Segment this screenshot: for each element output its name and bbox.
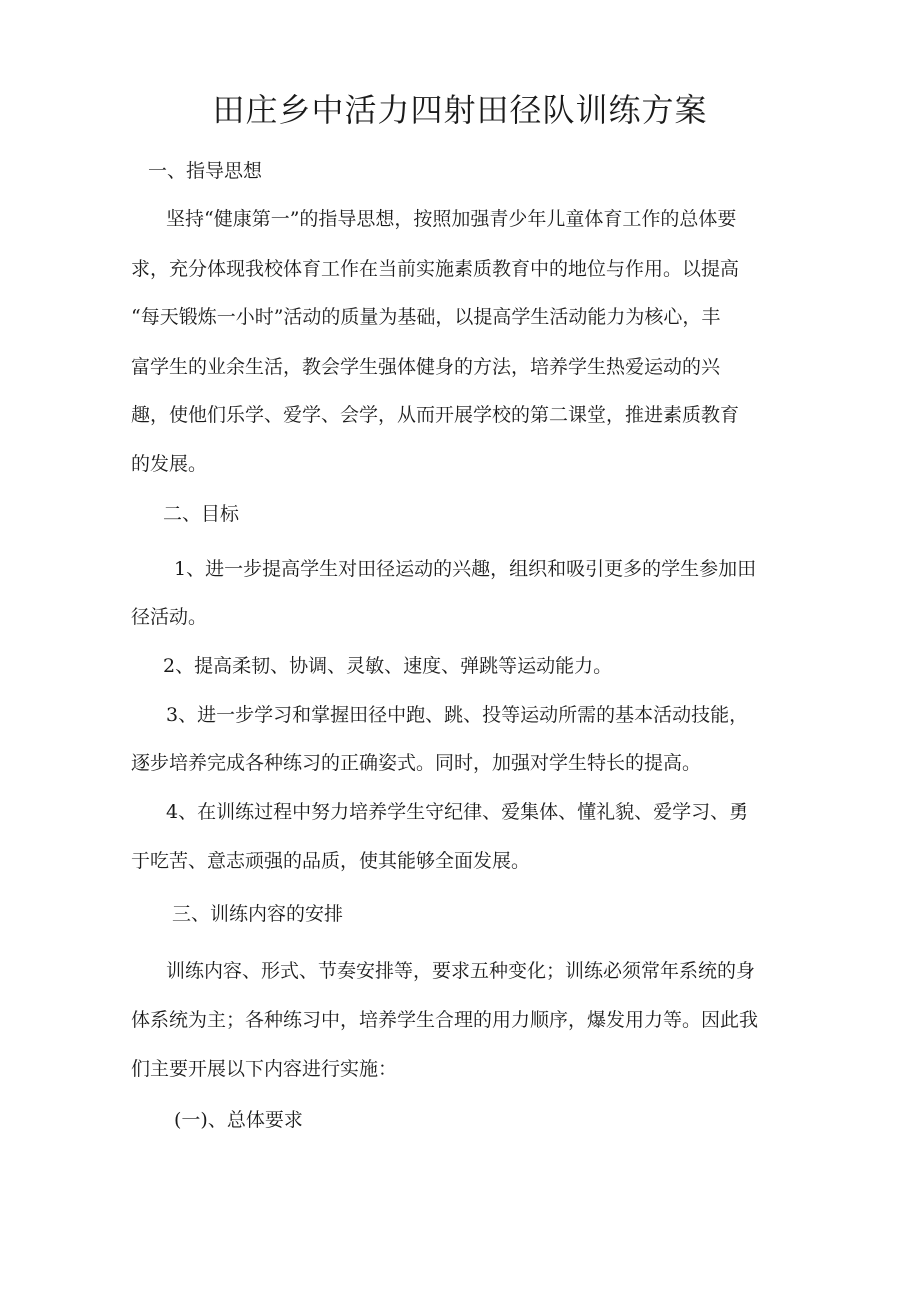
- paragraph-line: “每天锻炼一小时”活动的质量为基础，以提高学生活动能力为核心，丰: [131, 306, 721, 328]
- goal-item-4: 4、在训练过程中努力培养学生守纪律、爱集体、懂礼貌、爱学习、勇: [166, 801, 749, 823]
- paragraph-line: 富学生的业余生活，教会学生强体健身的方法，培养学生热爱运动的兴: [131, 356, 721, 378]
- paragraph-line: 趣，使他们乐学、爱学、会学，从而开展学校的第二课堂，推进素质教育: [131, 404, 740, 426]
- document-title: 田庄乡中活力四射田径队训练方案: [212, 91, 708, 129]
- goal-item-3-continued: 逐步培养完成各种练习的正确姿式。同时，加强对学生特长的提高。: [131, 752, 702, 774]
- section-heading-training-content: 三、训练内容的安排: [172, 903, 344, 925]
- paragraph-line: 体系统为主；各种练习中，培养学生合理的用力顺序，爆发用力等。因此我: [131, 1009, 759, 1031]
- paragraph-line: 们主要开展以下内容进行实施：: [131, 1058, 398, 1080]
- goal-item-3: 3、进一步学习和掌握田径中跑、跳、投等运动所需的基本活动技能，: [166, 704, 749, 726]
- goal-item-4-continued: 于吃苦、意志顽强的品质，使其能够全面发展。: [131, 850, 531, 872]
- paragraph-line: 的发展。: [131, 453, 208, 475]
- goal-item-1: 1、进一步提高学生对田径运动的兴趣，组织和吸引更多的学生参加田: [174, 558, 757, 580]
- paragraph-line: 求，充分体现我校体育工作在当前实施素质教育中的地位与作用。以提高: [131, 258, 740, 280]
- section-heading-goals: 二、目标: [163, 503, 240, 525]
- goal-item-2: 2、提高柔韧、协调、灵敏、速度、弹跳等运动能力。: [163, 655, 613, 677]
- paragraph-line: 训练内容、形式、节奏安排等，要求五种变化；训练必须常年系统的身: [166, 960, 756, 982]
- goal-item-1-continued: 径活动。: [131, 606, 208, 628]
- paragraph-line: 坚持“健康第一”的指导思想，按照加强青少年儿童体育工作的总体要: [166, 208, 737, 230]
- section-heading-guiding-ideology: 一、指导思想: [148, 160, 263, 182]
- subsection-heading-general-requirements: (一)、总体要求: [174, 1109, 303, 1131]
